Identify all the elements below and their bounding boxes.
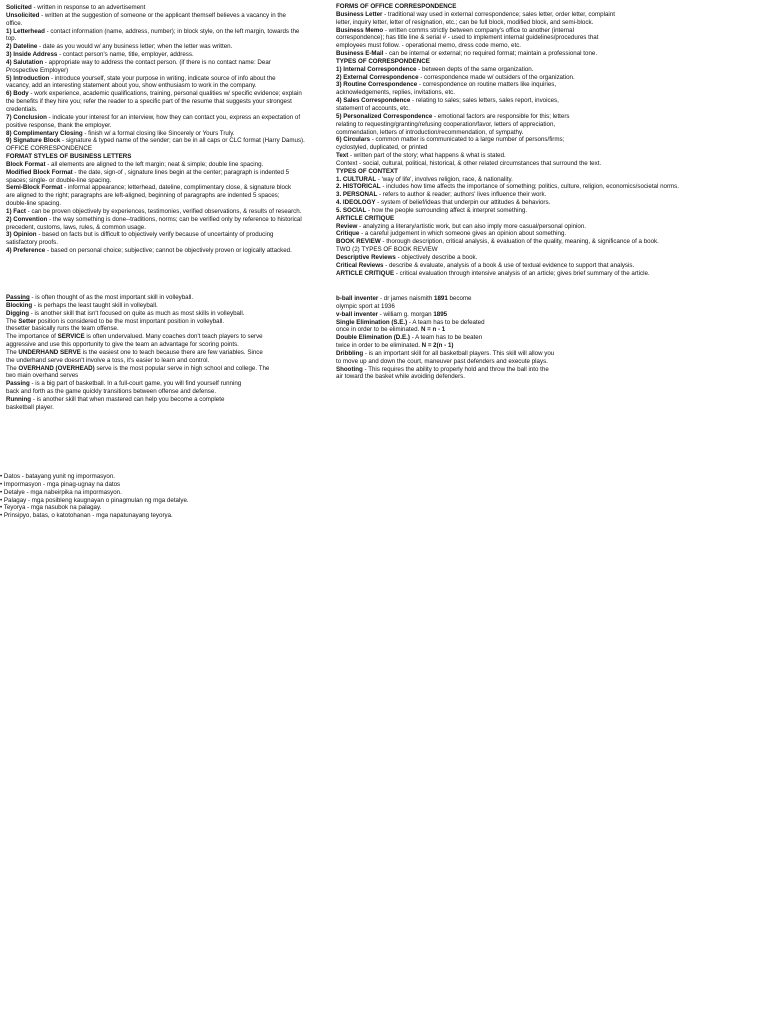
note-text: The	[6, 317, 19, 325]
note-line	[0, 504, 260, 512]
term-label: Double Elimination (D.E.)	[336, 334, 410, 342]
term-label: 9) Signature Block	[6, 137, 61, 145]
term-label: 2) Convention	[6, 215, 48, 223]
term-label: 7) Conclusion	[6, 113, 47, 121]
term-label: 8) Complimentary Closing	[6, 129, 83, 137]
note-text: - is a big part of basketball. In a full-court game, you will find yourself running	[29, 380, 242, 388]
note-line	[6, 357, 296, 365]
term-label: ARTICLE CRITIQUE	[336, 269, 395, 277]
note-text: - a careful judgement in which someone gives an opinion about something.	[359, 230, 567, 238]
note-text: double-line spacing.	[6, 200, 62, 208]
note-text: serve is the most popular serve in high school and college. The	[94, 364, 270, 372]
term-label: OVERHAND (OVERHEAD)	[18, 364, 95, 372]
note-text: The importance of	[6, 333, 58, 341]
term-label: 3. PERSONAL	[336, 191, 378, 199]
note-line	[336, 11, 704, 19]
note-line	[6, 82, 322, 90]
note-line	[336, 160, 704, 168]
note-text: vacancy, add an interesting statement about you, show enthusiasm to work in the company.	[6, 82, 257, 90]
term-label: UNDERHAND SERVE	[18, 348, 81, 356]
term-label: Semi-Block Format	[6, 184, 63, 192]
note-line	[336, 366, 576, 374]
note-text: acknowledgements, replies, invitations, etc.	[336, 89, 455, 97]
note-line	[336, 230, 704, 238]
term-label: 2. HISTORICAL	[336, 183, 381, 191]
note-line	[0, 481, 260, 489]
note-text: - dr james naismith	[378, 295, 434, 302]
term-label: Running	[6, 395, 32, 403]
term-label: 6) Circulars	[336, 136, 371, 144]
note-line	[336, 42, 704, 50]
note-line	[336, 81, 704, 89]
term-label: 2) External Correspondence	[336, 73, 419, 81]
note-line	[6, 372, 296, 380]
term-label: 1) Fact	[6, 207, 26, 215]
note-text: - written at the suggestion of someone or the applicant themself believes a vacancy in the	[39, 11, 286, 19]
note-text: - work experience, academic qualifications, training, personal qualities w/ specific evidence; explain	[28, 90, 302, 98]
note-text: - is perhaps the least taught skill in volleyball.	[32, 301, 158, 309]
note-text: - includes how time affects the importance of something; politics, culture, religion, economics/societal norms.	[380, 183, 679, 191]
right-top-notes	[336, 3, 704, 278]
note-text: - A team has to be defeated	[407, 318, 485, 326]
term-label: Block Format	[6, 160, 46, 168]
note-text: - thorough description, critical analysis, & evaluation of the quality, meaning, & significance of a book.	[380, 238, 659, 246]
term-label: 4) Sales Correspondence	[336, 97, 411, 105]
note-text: statement of accounts, etc.	[336, 104, 410, 112]
left-top-notes	[6, 4, 322, 255]
note-line	[336, 295, 576, 303]
term-label: Text	[336, 152, 349, 160]
note-text: - traditional way used in external correspondence; sales letter, order letter, complaint	[382, 10, 615, 18]
note-text: correspondence); has title line & serial # - used to implement internal guidelines/procedures that	[336, 34, 599, 42]
note-line	[336, 199, 704, 207]
note-text: are aligned to the right; paragraphs are left-aligned, beginning of paragraphs are indented 5 spaces;	[6, 192, 280, 200]
note-text: office.	[6, 19, 23, 27]
note-line	[0, 489, 260, 497]
term-label: Blocking	[6, 301, 33, 309]
note-line	[6, 333, 296, 341]
note-line	[6, 106, 322, 114]
note-line	[6, 43, 322, 51]
note-text: - 'way of life', involves religion, race, & nationality.	[376, 175, 513, 183]
note-text: The	[6, 364, 19, 372]
note-text: precedent, customs, laws, rules, & common usage.	[6, 223, 146, 231]
note-text: aggressive and use this opportunity to give the team an advantage for scoring points.	[6, 341, 239, 349]
term-label: Setter	[18, 317, 36, 325]
note-text: employees must follow. - operational memo, dress code memo, etc.	[336, 42, 522, 50]
note-line	[6, 145, 322, 153]
term-label: Review	[336, 222, 358, 230]
note-text: - contact person's name, title, employer, address.	[57, 51, 194, 59]
note-text: - is an important skill for all basketball players. This skill will allow you	[363, 349, 555, 357]
note-text: - written in response to an advertisement	[31, 4, 146, 11]
note-text: • Impormasyon - mga pinag-ugnay na datos	[0, 480, 121, 488]
note-line	[6, 247, 322, 255]
note-line	[6, 122, 322, 130]
term-label: TYPES OF CONTEXT	[336, 167, 398, 175]
note-text: • Prinsipyo, batas, o katotohanan - mga napatunayang teyorya.	[0, 512, 173, 520]
note-text: - william g. morgan	[377, 310, 434, 318]
term-label: 1895	[433, 310, 448, 318]
note-line	[0, 512, 260, 520]
note-text: - written comms strictly between company's office to another (internal	[383, 26, 575, 34]
term-label: 1) Letterhead	[6, 27, 45, 35]
note-text: the benefits if they hire you; refer the reader to a specific part of the resume that suggests your strongest	[6, 98, 292, 106]
term-label: Shooting	[336, 365, 363, 373]
term-label: BOOK REVIEW	[336, 238, 381, 246]
note-line	[336, 326, 576, 334]
note-text: position is considered to be the most important position in volleyball.	[35, 317, 225, 325]
term-label: 2) Dateline	[6, 43, 38, 51]
note-line	[6, 239, 322, 247]
term-label: 1. CULTURAL	[336, 175, 377, 183]
note-line	[336, 3, 704, 11]
note-line	[336, 215, 704, 223]
note-text: spaces; single- or double-line spacing.	[6, 176, 112, 184]
note-text: • Detalye - mga nabeirpika na impormasyon.	[0, 488, 122, 496]
note-text: to move up and down the court, maneuver past defenders and execute plays.	[336, 357, 548, 365]
note-text: satisfactory proofs.	[6, 239, 58, 247]
term-label: b-ball inventer	[336, 295, 379, 302]
note-text: - relating to sales; sales letters, sales report, invoices,	[410, 97, 559, 105]
note-text: - based on personal choice; subjective; cannot be objectively proven or logically attacked.	[45, 247, 292, 255]
note-text: - informal appearance; letterhead, dateline, complimentary close, & signature block	[62, 184, 292, 192]
note-line	[6, 200, 322, 208]
note-line	[6, 192, 322, 200]
note-text: - written part of the story; what happens & what is stated.	[348, 152, 506, 160]
note-text: - date as you would w/ any business letter; when the letter was written.	[37, 43, 233, 51]
term-label: Critical Reviews	[336, 261, 384, 269]
note-line	[336, 97, 704, 105]
note-line	[336, 50, 704, 58]
note-line	[336, 89, 704, 97]
note-line	[336, 168, 704, 176]
note-text: - the way something is done--traditions, norms; can be verified only by reference to historical	[47, 215, 302, 223]
volleyball-notes	[6, 294, 296, 412]
note-text: - all elements are aligned to the left margin; neat & simple; double line spacing.	[45, 160, 264, 168]
note-line	[6, 216, 322, 224]
note-text: two main overhand serves	[6, 372, 79, 380]
note-line	[336, 66, 704, 74]
note-line	[6, 325, 296, 333]
note-text: - refers to author & reader; authors' lives influence their work.	[377, 191, 547, 199]
note-text: become	[447, 295, 472, 302]
note-line	[6, 224, 322, 232]
note-line	[336, 358, 576, 366]
note-text: cyclostyled, duplicated, or printed	[336, 144, 428, 152]
note-line	[6, 318, 296, 326]
note-text: The	[6, 348, 19, 356]
note-line	[6, 35, 322, 43]
note-line	[336, 238, 704, 246]
note-line	[6, 4, 322, 12]
note-line	[6, 153, 322, 161]
note-text: olympic sport at 1936	[336, 302, 395, 310]
note-line	[336, 262, 704, 270]
note-line	[336, 183, 704, 191]
note-line	[336, 246, 704, 254]
note-text: letter, inquiry letter, letter of resignation, etc.; can be full block, modified block, and semi-block.	[336, 18, 594, 26]
note-text: - contact information (name, address, number); in block style, on the left margin, towards the	[44, 27, 300, 35]
term-label: N = 2(n - 1)	[421, 342, 454, 350]
note-line	[6, 130, 322, 138]
note-line	[336, 311, 576, 319]
note-line	[6, 184, 322, 192]
note-line	[6, 20, 322, 28]
note-line	[6, 404, 296, 412]
term-label: Business E-Mail	[336, 50, 384, 58]
term-label: TYPES OF CORRESPONDENCE	[336, 57, 430, 65]
note-line	[336, 136, 704, 144]
note-text: top.	[6, 35, 17, 43]
note-text: TWO (2) TYPES OF BOOK REVIEW	[336, 246, 438, 254]
note-text: Prospective Employer)	[6, 66, 69, 74]
note-line	[6, 302, 296, 310]
term-label: Business Letter	[336, 10, 383, 18]
note-text: - This requires the ability to properly hold and throw the ball into the	[362, 365, 549, 373]
note-line	[336, 176, 704, 184]
note-line	[6, 169, 322, 177]
note-line	[6, 396, 296, 404]
note-line	[6, 12, 322, 20]
note-line	[6, 137, 322, 145]
term-label: Digging	[6, 309, 30, 317]
note-line	[6, 59, 322, 67]
term-label: Passing	[6, 294, 30, 301]
note-text: - the date, sign-of , signature lines begin at the center; paragraph is indented 5	[72, 168, 290, 176]
note-text: thesetter basically runs the team offense.	[6, 325, 119, 333]
note-text: - between depts of the same organization.	[416, 65, 534, 73]
note-line	[6, 114, 322, 122]
note-text: - analyzing a literary/artistic work, but can also imply more casual/personal opinion.	[357, 222, 587, 230]
note-line	[336, 303, 576, 311]
term-label: Critique	[336, 230, 360, 238]
note-text: is often undervalued. Many coaches don't teach players to serve	[84, 333, 263, 341]
term-label: 3) Routine Correspondence	[336, 81, 418, 89]
note-text: - correspondence made w/ outsiders of the organization.	[418, 73, 575, 81]
note-line	[6, 177, 322, 185]
note-line	[6, 349, 296, 357]
note-line	[6, 341, 296, 349]
note-text: - is another skill that when mastered can help you become a complete	[31, 395, 225, 403]
note-text: - is another skill that isn't focused on quite as much as most skills in volleyball.	[29, 309, 245, 317]
term-label: 1891	[434, 295, 448, 302]
note-text: positive response, thank the employer.	[6, 121, 112, 129]
term-label: FORMS OF OFFICE CORRESPONDENCE	[336, 3, 457, 10]
note-line	[6, 365, 296, 373]
note-line	[336, 105, 704, 113]
note-line	[6, 294, 296, 302]
term-label: Unsolicited	[6, 11, 40, 19]
basketball-notes	[336, 295, 576, 381]
note-text: back and forth as the game quickly transitions between offense and defense.	[6, 388, 217, 396]
term-label: SERVICE	[57, 333, 85, 341]
note-text: air toward the basket while avoiding defenders.	[336, 373, 465, 381]
note-text: - common matter is communicated to a large number of persons/firms;	[370, 136, 565, 144]
note-text: twice in order to be eliminated.	[336, 342, 422, 350]
note-text: credentials.	[6, 105, 38, 113]
term-label: FORMAT STYLES OF BUSINESS LETTERS	[6, 153, 132, 161]
note-text: - can be internal or external; no required format; maintain a professional tone.	[383, 50, 598, 58]
note-line	[336, 350, 576, 358]
term-label: 3) Inside Address	[6, 51, 58, 59]
note-line	[6, 75, 322, 83]
term-label: 5) Personalized Correspondence	[336, 112, 433, 120]
note-text: - indicate your interest for an interview, how they can contact you, express an expectation of	[46, 113, 301, 121]
note-line	[336, 254, 704, 262]
term-label: Passing	[6, 380, 30, 388]
note-text: - critical evaluation through intensive analysis of an article; gives brief summary of the article.	[394, 269, 650, 277]
note-text: is the easiest one to teach because there are few variables. Since	[80, 348, 263, 356]
note-line	[6, 90, 322, 98]
term-label: 5) Introduction	[6, 74, 50, 82]
term-label: 4) Salutation	[6, 58, 44, 66]
note-line	[336, 74, 704, 82]
note-text: relating to requesting/granting/refusing cooperation/favor, letters of appreciation,	[336, 120, 556, 128]
note-line	[0, 497, 260, 505]
note-line	[6, 51, 322, 59]
term-label: v-ball inventer	[336, 310, 378, 318]
note-line	[336, 319, 576, 327]
note-line	[336, 121, 704, 129]
note-text: - emotional factors are responsible for this; letters	[432, 112, 570, 120]
term-label: Business Memo	[336, 26, 384, 34]
note-text: - can be proven objectively by experiences, testimonies, verified observations, & results of research.	[25, 207, 302, 215]
term-label: Solicited	[6, 4, 32, 11]
filipino-terms-notes	[0, 473, 260, 520]
note-text: basketball player.	[6, 403, 54, 411]
term-label: Descriptive Reviews	[336, 254, 396, 261]
note-line	[336, 152, 704, 160]
term-label: 5. SOCIAL	[336, 206, 367, 214]
note-text: - appropriate way to address the contact person. (if there is no contact name: Dear	[43, 58, 271, 66]
note-line	[6, 161, 322, 169]
note-text: • Datos - batayang yunit ng impormasyon.	[0, 473, 115, 480]
note-line	[6, 28, 322, 36]
note-line	[6, 388, 296, 396]
term-label: ARTICLE CRITIQUE	[336, 214, 395, 222]
note-text: - describe & evaluate, analysis of a book & use of textual evidence to support that analysis.	[383, 261, 635, 269]
term-label: 3) Opinion	[6, 231, 37, 239]
note-text: - how the people surrounding affect & interpret something.	[366, 206, 528, 214]
note-line	[336, 144, 704, 152]
note-line	[336, 342, 576, 350]
note-line	[6, 208, 322, 216]
note-text: - system of belief/ideas that underpin our attitudes & behaviors.	[375, 199, 551, 207]
note-line	[336, 373, 576, 381]
note-text: - finish w/ a formal closing like Sincerely or Yours Truly.	[82, 129, 235, 137]
note-text: - correspondence on routine matters like inquiries,	[417, 81, 557, 89]
note-line	[336, 34, 704, 42]
note-line	[336, 223, 704, 231]
note-line	[6, 231, 322, 239]
note-text: once in order to be eliminated.	[336, 326, 421, 334]
note-text: - introduce yourself, state your purpose in writing, indicate source of info about the	[49, 74, 276, 82]
note-line	[336, 19, 704, 27]
note-text: - based on facts but is difficult to objectively verify because of uncertainty of producing	[36, 231, 274, 239]
term-label: 4) Preference	[6, 247, 46, 255]
note-text: • Palagay - mga posibleng kaugnayan o pinagmulan ng mga detalye.	[0, 496, 189, 504]
note-line	[336, 129, 704, 137]
note-line	[336, 27, 704, 35]
term-label: N = n - 1	[420, 326, 446, 334]
note-line	[336, 270, 704, 278]
note-line	[336, 113, 704, 121]
note-text: - is often thought of as the most important skill in volleyball.	[29, 294, 194, 301]
note-text: commendation, letters of introduction/recommendation, of sympathy.	[336, 128, 524, 136]
term-label: Modified Block Format	[6, 168, 73, 176]
note-text: - A team has to be beaten	[409, 334, 483, 342]
term-label: Single Elimination (S.E.)	[336, 318, 408, 326]
note-text: Context - social, cultural, political, historical, & other related circumstances that surround the text.	[336, 159, 602, 167]
note-text: - signature & typed name of the sender; can be in all caps or CLC format (Harry Damus).	[60, 137, 305, 145]
note-text: - objectively describe a book.	[395, 254, 478, 261]
note-line	[6, 98, 322, 106]
note-text: • Teyorya - mga nasubok na palagay.	[0, 504, 102, 512]
note-line	[6, 67, 322, 75]
note-line	[336, 334, 576, 342]
term-label: Dribbling	[336, 349, 364, 357]
note-line	[6, 310, 296, 318]
note-line	[336, 58, 704, 66]
note-text: OFFICE CORRESPONDENCE	[6, 145, 92, 153]
term-label: 6) Body	[6, 90, 29, 98]
note-line	[336, 207, 704, 215]
note-line	[0, 473, 260, 481]
term-label: 1) Internal Correspondence	[336, 65, 417, 73]
term-label: 4. IDEOLOGY	[336, 199, 376, 207]
note-line	[336, 191, 704, 199]
note-line	[6, 380, 296, 388]
note-text: the underhand serve doesn't involve a toss, it's easier to learn and control.	[6, 356, 210, 364]
